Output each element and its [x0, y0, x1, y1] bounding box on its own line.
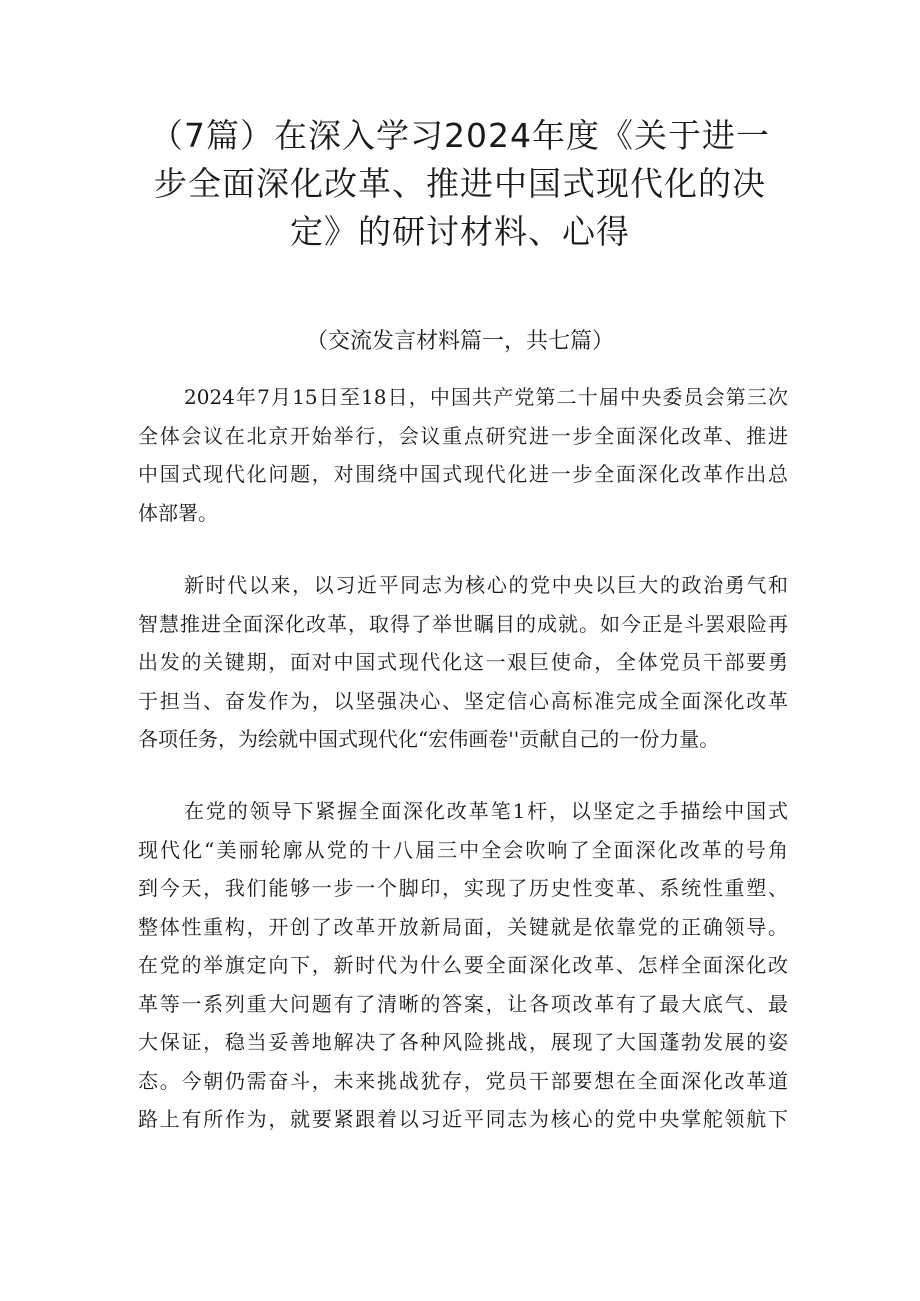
- paragraph-line: 中国式现代化问题，对围绕中国式现代化进一步全面深化改革作出总: [138, 462, 788, 486]
- paragraph-3: [138, 792, 788, 1139]
- document-subtitle: （交流发言材料篇一，共七篇）: [305, 329, 614, 354]
- paragraph-line: 现代化“美丽轮廓从党的十八届三中全会吹响了全面深化改革的号角: [138, 837, 788, 862]
- paragraph-line: 路上有所作为，就要紧跟着以习近平同志为核心的党中央掌舵领航下: [138, 1107, 788, 1131]
- paragraph-line: 2024年7月15日至18日，中国共产党第二十届中央委员会第三次: [184, 385, 788, 409]
- paragraph-line: 出发的关键期，面对中国式现代化这一艰巨使命，全体党员干部要勇: [138, 650, 788, 674]
- paragraph-line: 革等一系列重大问题有了清晰的答案，让各项改革有了最大底气、最: [138, 991, 788, 1016]
- paragraph-1: [138, 378, 788, 532]
- paragraph-line: 于担当、奋发作为，以坚强决心、坚定信心高标准完成全面深化改革: [138, 688, 788, 713]
- title-line: 步全面深化改革、推进中国式现代化的决: [154, 164, 766, 203]
- paragraph-2: [138, 566, 788, 759]
- paragraph-line: 大保证，稳当妥善地解决了各种风险挑战，展现了大国蓬勃发展的姿: [138, 1030, 788, 1054]
- paragraph-line: 智慧推进全面深化改革，取得了举世瞩目的成就。如今正是斗罢艰险再: [138, 611, 788, 636]
- title-line: 定》的研讨材料、心得: [290, 212, 630, 251]
- document-title: [120, 112, 800, 256]
- paragraph-line: 各项任务，为绘就中国式现代化“宏伟画卷''贡献自己的一份力量。: [138, 727, 720, 751]
- paragraph-line: 在党的领导下紧握全面深化改革笔1杆，以坚定之手描绘中国式: [184, 799, 788, 823]
- paragraph-line: 到今天，我们能够一步一个脚印，实现了历史性变革、系统性重塑、: [138, 876, 788, 900]
- paragraph-line: 态。今朝仍需奋斗，未来挑战犹存，党员干部要想在全面深化改革道: [138, 1068, 788, 1093]
- paragraph-line: 新时代以来，以习近平同志为核心的党中央以巨大的政治勇气和: [184, 573, 788, 597]
- paragraph-line: 全体会议在北京开始举行，会议重点研究进一步全面深化改革、推进: [138, 423, 788, 448]
- title-line: （7篇）在深入学习2024年度《关于进一: [150, 116, 770, 155]
- paragraph-line: 在党的举旗定向下，新时代为什么要全面深化改革、怎样全面深化改: [138, 953, 788, 977]
- paragraph-line: 整体性重构，开创了改革开放新局面，关键就是依靠党的正确领导。: [138, 914, 788, 939]
- paragraph-line: 体部署。: [138, 500, 218, 525]
